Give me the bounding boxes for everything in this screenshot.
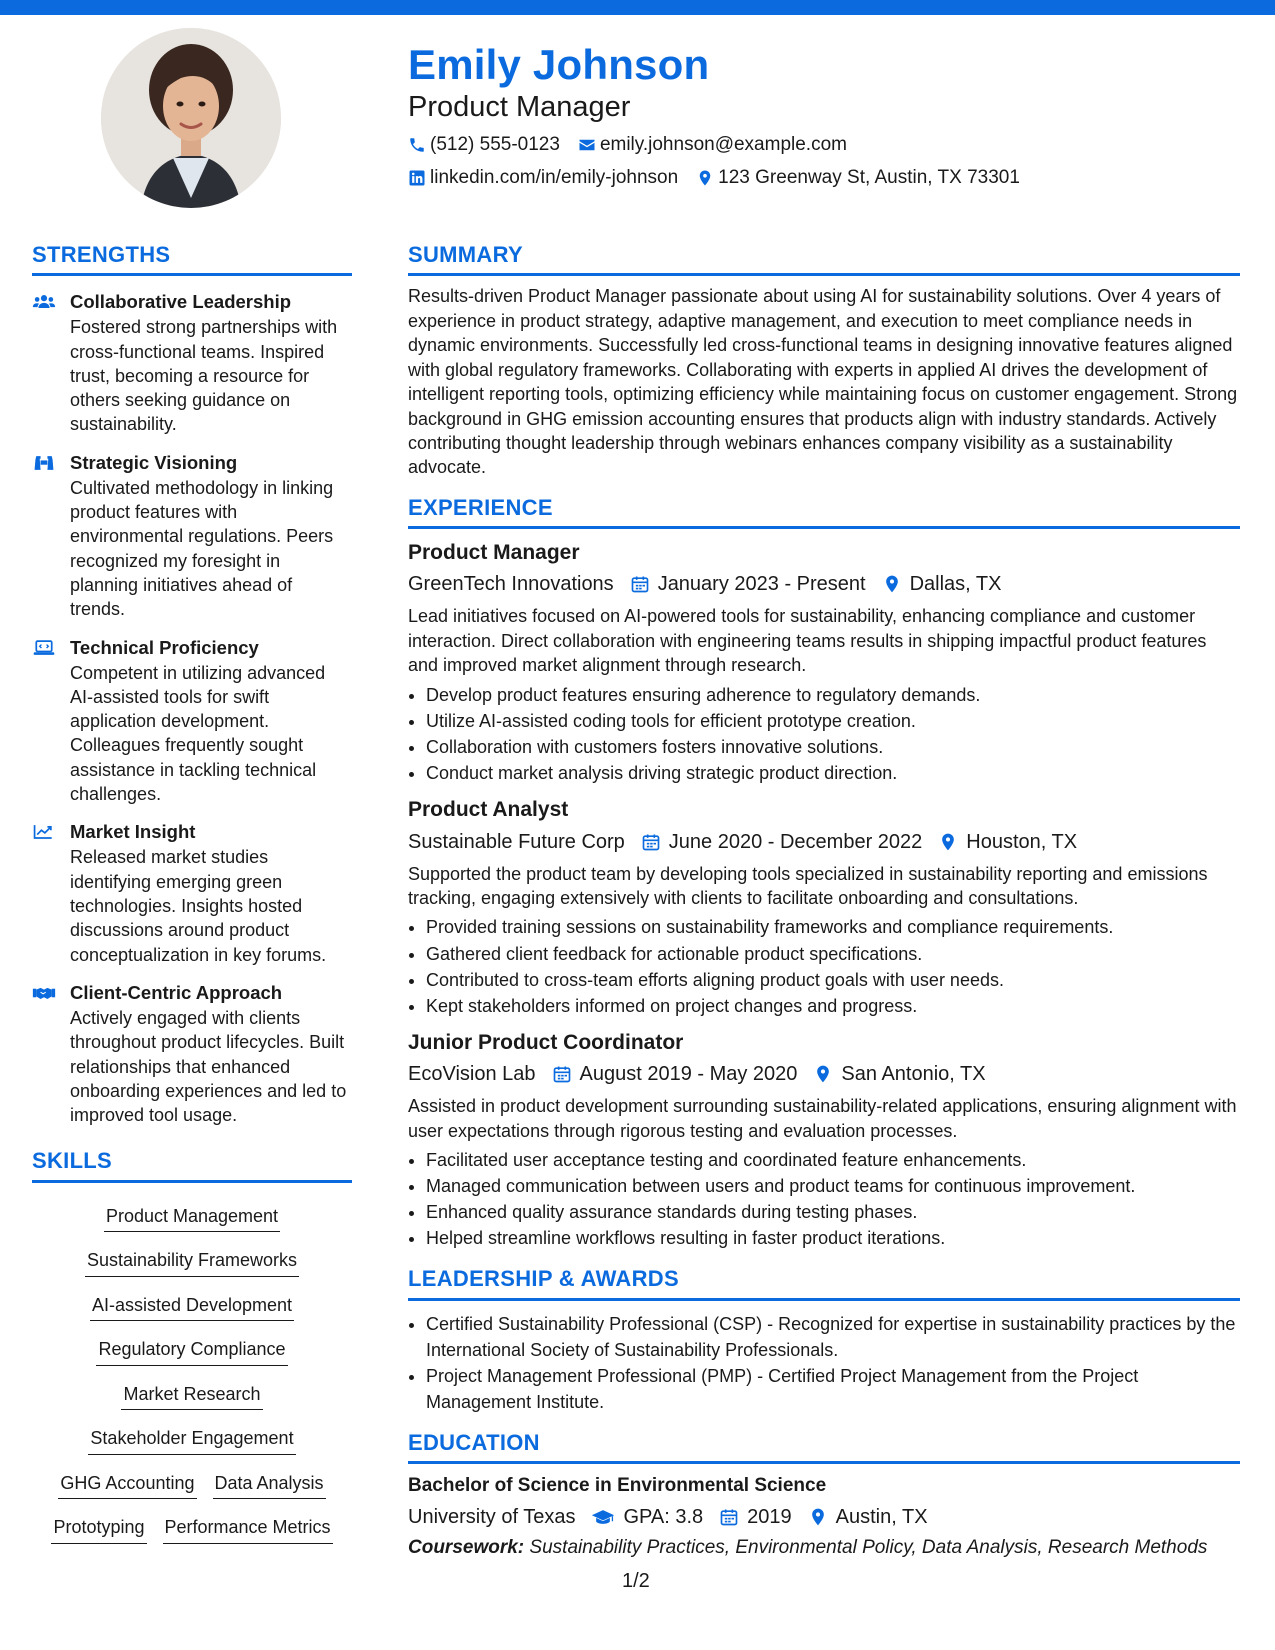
- skill-tag: Product Management: [104, 1203, 280, 1233]
- calendar-icon: [552, 1064, 572, 1084]
- job-dates: [552, 1061, 798, 1087]
- job-location-text: Dallas, TX: [909, 573, 1002, 596]
- job-dates-text: January 2023 - Present: [657, 573, 866, 596]
- skill-tag: Regulatory Compliance: [96, 1336, 287, 1366]
- contact-row-2: [408, 166, 1248, 191]
- list-item: • Managed communication between users and product teams for continuous improvement.: [426, 1173, 1240, 1199]
- leadership-list: [408, 1311, 1240, 1415]
- candidate-title: Product Manager: [408, 91, 631, 124]
- skills-section: [32, 1149, 352, 1552]
- skill-tag: Performance Metrics: [163, 1514, 333, 1544]
- skills-heading: SKILLS: [32, 1149, 352, 1182]
- calendar-icon: [719, 1507, 739, 1527]
- strength-desc: Competent in utilizing advanced AI-assisted tools for swift application development. Colleagues frequently sought assistance in tackling technical challenges.: [70, 662, 326, 805]
- strength-title: Strategic Visioning: [70, 451, 238, 473]
- skill-tag: Stakeholder Engagement: [88, 1425, 295, 1455]
- list-item: • Utilize AI-assisted coding tools for efficient prototype creation.: [426, 708, 1240, 734]
- strength-desc: Fostered strong partnerships with cross-functional teams. Inspired trust, becoming a resource for others seeking guidance on sustainability.: [70, 317, 338, 435]
- job-dates: [630, 571, 866, 597]
- strength-item: [32, 290, 352, 437]
- job-desc: Lead initiatives focused on AI-powered tools for sustainability, enhancing compliance and customer interaction. Direct collaboration with engineering teams results in shipping impactful product features and improved market alignment through research.: [408, 606, 1207, 676]
- strength-title: Technical Proficiency: [70, 636, 259, 658]
- job-entry: [408, 796, 1240, 1019]
- edu-meta: [408, 1504, 1240, 1530]
- list-item: • Collaboration with customers fosters innovative solutions.: [426, 734, 1240, 760]
- experience-section: [408, 496, 1240, 1251]
- top-accent-bar: [0, 0, 1275, 15]
- job-location: [813, 1061, 985, 1087]
- strength-desc: Cultivated methodology in linking product features with environmental regulations. Peers recognized my foresight in planning initiatives ahead of trends.: [70, 477, 334, 620]
- list-item: • Contributed to cross-team efforts aligning product goals with user needs.: [426, 967, 1240, 993]
- edu-location: [808, 1504, 928, 1530]
- coursework-text: Sustainability Practices, Environmental Policy, Data Analysis, Research Methods: [529, 1536, 1208, 1558]
- education-heading: EDUCATION: [408, 1431, 1240, 1464]
- strength-item: [32, 451, 352, 622]
- experience-heading: EXPERIENCE: [408, 496, 1240, 529]
- skills-list: [32, 1197, 352, 1553]
- job-meta: [408, 1061, 1240, 1087]
- skill-tag: Prototyping: [51, 1514, 146, 1544]
- job-meta: [408, 571, 1240, 597]
- contact-linkedin[interactable]: [408, 166, 678, 191]
- list-item: • Helped streamline workflows resulting in faster product iterations.: [426, 1225, 1240, 1251]
- job-desc: Supported the product team by developing tools specialized in sustainability reporting and emissions tracking, engaging extensively with clients to facilitate onboarding and consultations.: [408, 863, 1208, 908]
- job-location-text: San Antonio, TX: [841, 1063, 986, 1086]
- job-title: Junior Product Coordinator: [408, 1030, 684, 1054]
- profile-photo: [101, 28, 281, 208]
- list-item: • Conduct market analysis driving strategic product direction.: [426, 760, 1240, 786]
- list-item: • Certified Sustainability Professional (CSP) - Recognized for expertise in sustainability practices by the International Society of Sustainability Professionals.: [426, 1311, 1240, 1363]
- edu-gpa-text: GPA: 3.8: [623, 1505, 704, 1528]
- users-icon: [32, 292, 56, 312]
- skill-tag: Sustainability Frameworks: [85, 1247, 299, 1277]
- coursework-label: Coursework:: [408, 1536, 525, 1558]
- summary-heading: SUMMARY: [408, 243, 1240, 276]
- right-column: [408, 243, 1240, 1561]
- strength-title: Collaborative Leadership: [70, 291, 292, 313]
- job-location-text: Houston, TX: [966, 830, 1078, 853]
- job-location: [938, 829, 1077, 855]
- envelope-icon: [578, 136, 596, 154]
- education-section: [408, 1431, 1240, 1561]
- job-meta: [408, 829, 1240, 855]
- calendar-icon: [641, 832, 661, 852]
- list-item: • Gathered client feedback for actionable product specifications.: [426, 941, 1240, 967]
- list-item: • Enhanced quality assurance standards during testing phases.: [426, 1199, 1240, 1225]
- job-bullets: [408, 1147, 1240, 1251]
- job-dates: [641, 829, 923, 855]
- edu-year: [719, 1504, 792, 1530]
- job-company: Sustainable Future Corp: [408, 830, 625, 853]
- contact-phone[interactable]: [408, 133, 560, 158]
- edu-degree: Bachelor of Science in Environmental Science: [408, 1475, 827, 1497]
- edu-school: University of Texas: [408, 1505, 576, 1528]
- handshake-icon: [32, 983, 56, 1003]
- map-marker-icon: [813, 1064, 833, 1084]
- job-location: [882, 571, 1002, 597]
- leadership-heading: LEADERSHIP & AWARDS: [408, 1267, 1240, 1300]
- page-number: 1/2: [622, 1570, 650, 1592]
- job-company: EcoVision Lab: [408, 1063, 536, 1086]
- map-marker-icon: [882, 574, 902, 594]
- laptop-code-icon: [32, 638, 56, 658]
- job-bullets: [408, 682, 1240, 786]
- strength-desc: Released market studies identifying emerging green technologies. Insights hosted discussions around product conceptualization in key forums.: [70, 847, 327, 965]
- skill-tag: Data Analysis: [213, 1470, 326, 1500]
- edu-gpa: [591, 1504, 703, 1530]
- binoculars-icon: [32, 453, 56, 473]
- list-item: • Provided training sessions on sustainability frameworks and compliance requirements.: [426, 914, 1240, 940]
- resume-header: [408, 42, 1248, 190]
- contact-address: [696, 166, 1020, 191]
- strength-title: Client-Centric Approach: [70, 981, 283, 1003]
- strength-title: Market Insight: [70, 821, 196, 843]
- left-column: [32, 243, 352, 1553]
- candidate-name: Emily Johnson: [408, 41, 710, 88]
- edu-year-text: 2019: [747, 1505, 792, 1528]
- skill-tag: AI-assisted Development: [90, 1292, 294, 1322]
- strength-desc: Actively engaged with clients throughout product lifecycles. Built relationships that enhanced onboarding experiences and led to improved tool usage.: [70, 1007, 347, 1126]
- strength-item: [32, 820, 352, 967]
- summary-text: Results-driven Product Manager passionate about using AI for sustainability solutions. Over 4 years of experience in product strategy, adaptive management, and execution to meet compliance needs in dynamic environments. Successfully led cross-functional teams in designing innovative features aligned with global regulatory frameworks. Collaborating with experts in applied AI drives the development of intelligent reporting tools, optimizing efficiency while maintaining focus on customer engagement. Strong background in GHG emission accounting ensures that products align with industry standards. Actively contributing thought leadership through webinars enhances company visibility as a sustainability advocate.: [408, 286, 1238, 478]
- job-title: Product Analyst: [408, 798, 569, 822]
- list-item: • Project Management Professional (PMP) - Certified Project Management from the Project Management Institute.: [426, 1363, 1240, 1415]
- list-item: • Kept stakeholders informed on project changes and progress.: [426, 993, 1240, 1019]
- linkedin-icon: [408, 169, 426, 187]
- job-desc: Assisted in product development surrounding sustainability-related applications, ensuring alignment with user expectations through rigorous testing and evaluation processes.: [408, 1096, 1237, 1141]
- skill-tag: Market Research: [121, 1381, 262, 1411]
- strength-item: [32, 636, 352, 807]
- address-text: 123 Greenway St, Austin, TX 73301: [718, 166, 1020, 188]
- job-company: GreenTech Innovations: [408, 573, 614, 596]
- map-marker-icon: [696, 169, 714, 187]
- job-bullets: [408, 914, 1240, 1018]
- phone-icon: [408, 136, 426, 154]
- map-marker-icon: [808, 1507, 828, 1527]
- list-item: • Develop product features ensuring adherence to regulatory demands.: [426, 682, 1240, 708]
- skill-tag: GHG Accounting: [58, 1470, 196, 1500]
- list-item: • Facilitated user acceptance testing and coordinated feature enhancements.: [426, 1147, 1240, 1173]
- job-entry: [408, 539, 1240, 786]
- contact-email[interactable]: [578, 133, 847, 158]
- edu-coursework: [408, 1536, 1240, 1561]
- strengths-heading: STRENGTHS: [32, 243, 352, 276]
- chart-line-icon: [32, 822, 56, 842]
- linkedin-text: linkedin.com/in/emily-johnson: [430, 166, 679, 188]
- job-title: Product Manager: [408, 541, 580, 565]
- calendar-icon: [630, 574, 650, 594]
- leadership-section: [408, 1267, 1240, 1415]
- graduation-cap-icon: [591, 1507, 615, 1527]
- edu-location-text: Austin, TX: [835, 1505, 928, 1528]
- map-marker-icon: [938, 832, 958, 852]
- phone-text: (512) 555-0123: [430, 133, 560, 155]
- job-dates-text: August 2019 - May 2020: [579, 1063, 798, 1086]
- job-dates-text: June 2020 - December 2022: [668, 830, 923, 853]
- email-text: emily.johnson@example.com: [599, 133, 847, 155]
- job-entry: [408, 1029, 1240, 1252]
- contact-row-1: [408, 133, 1248, 158]
- strength-item: [32, 981, 352, 1128]
